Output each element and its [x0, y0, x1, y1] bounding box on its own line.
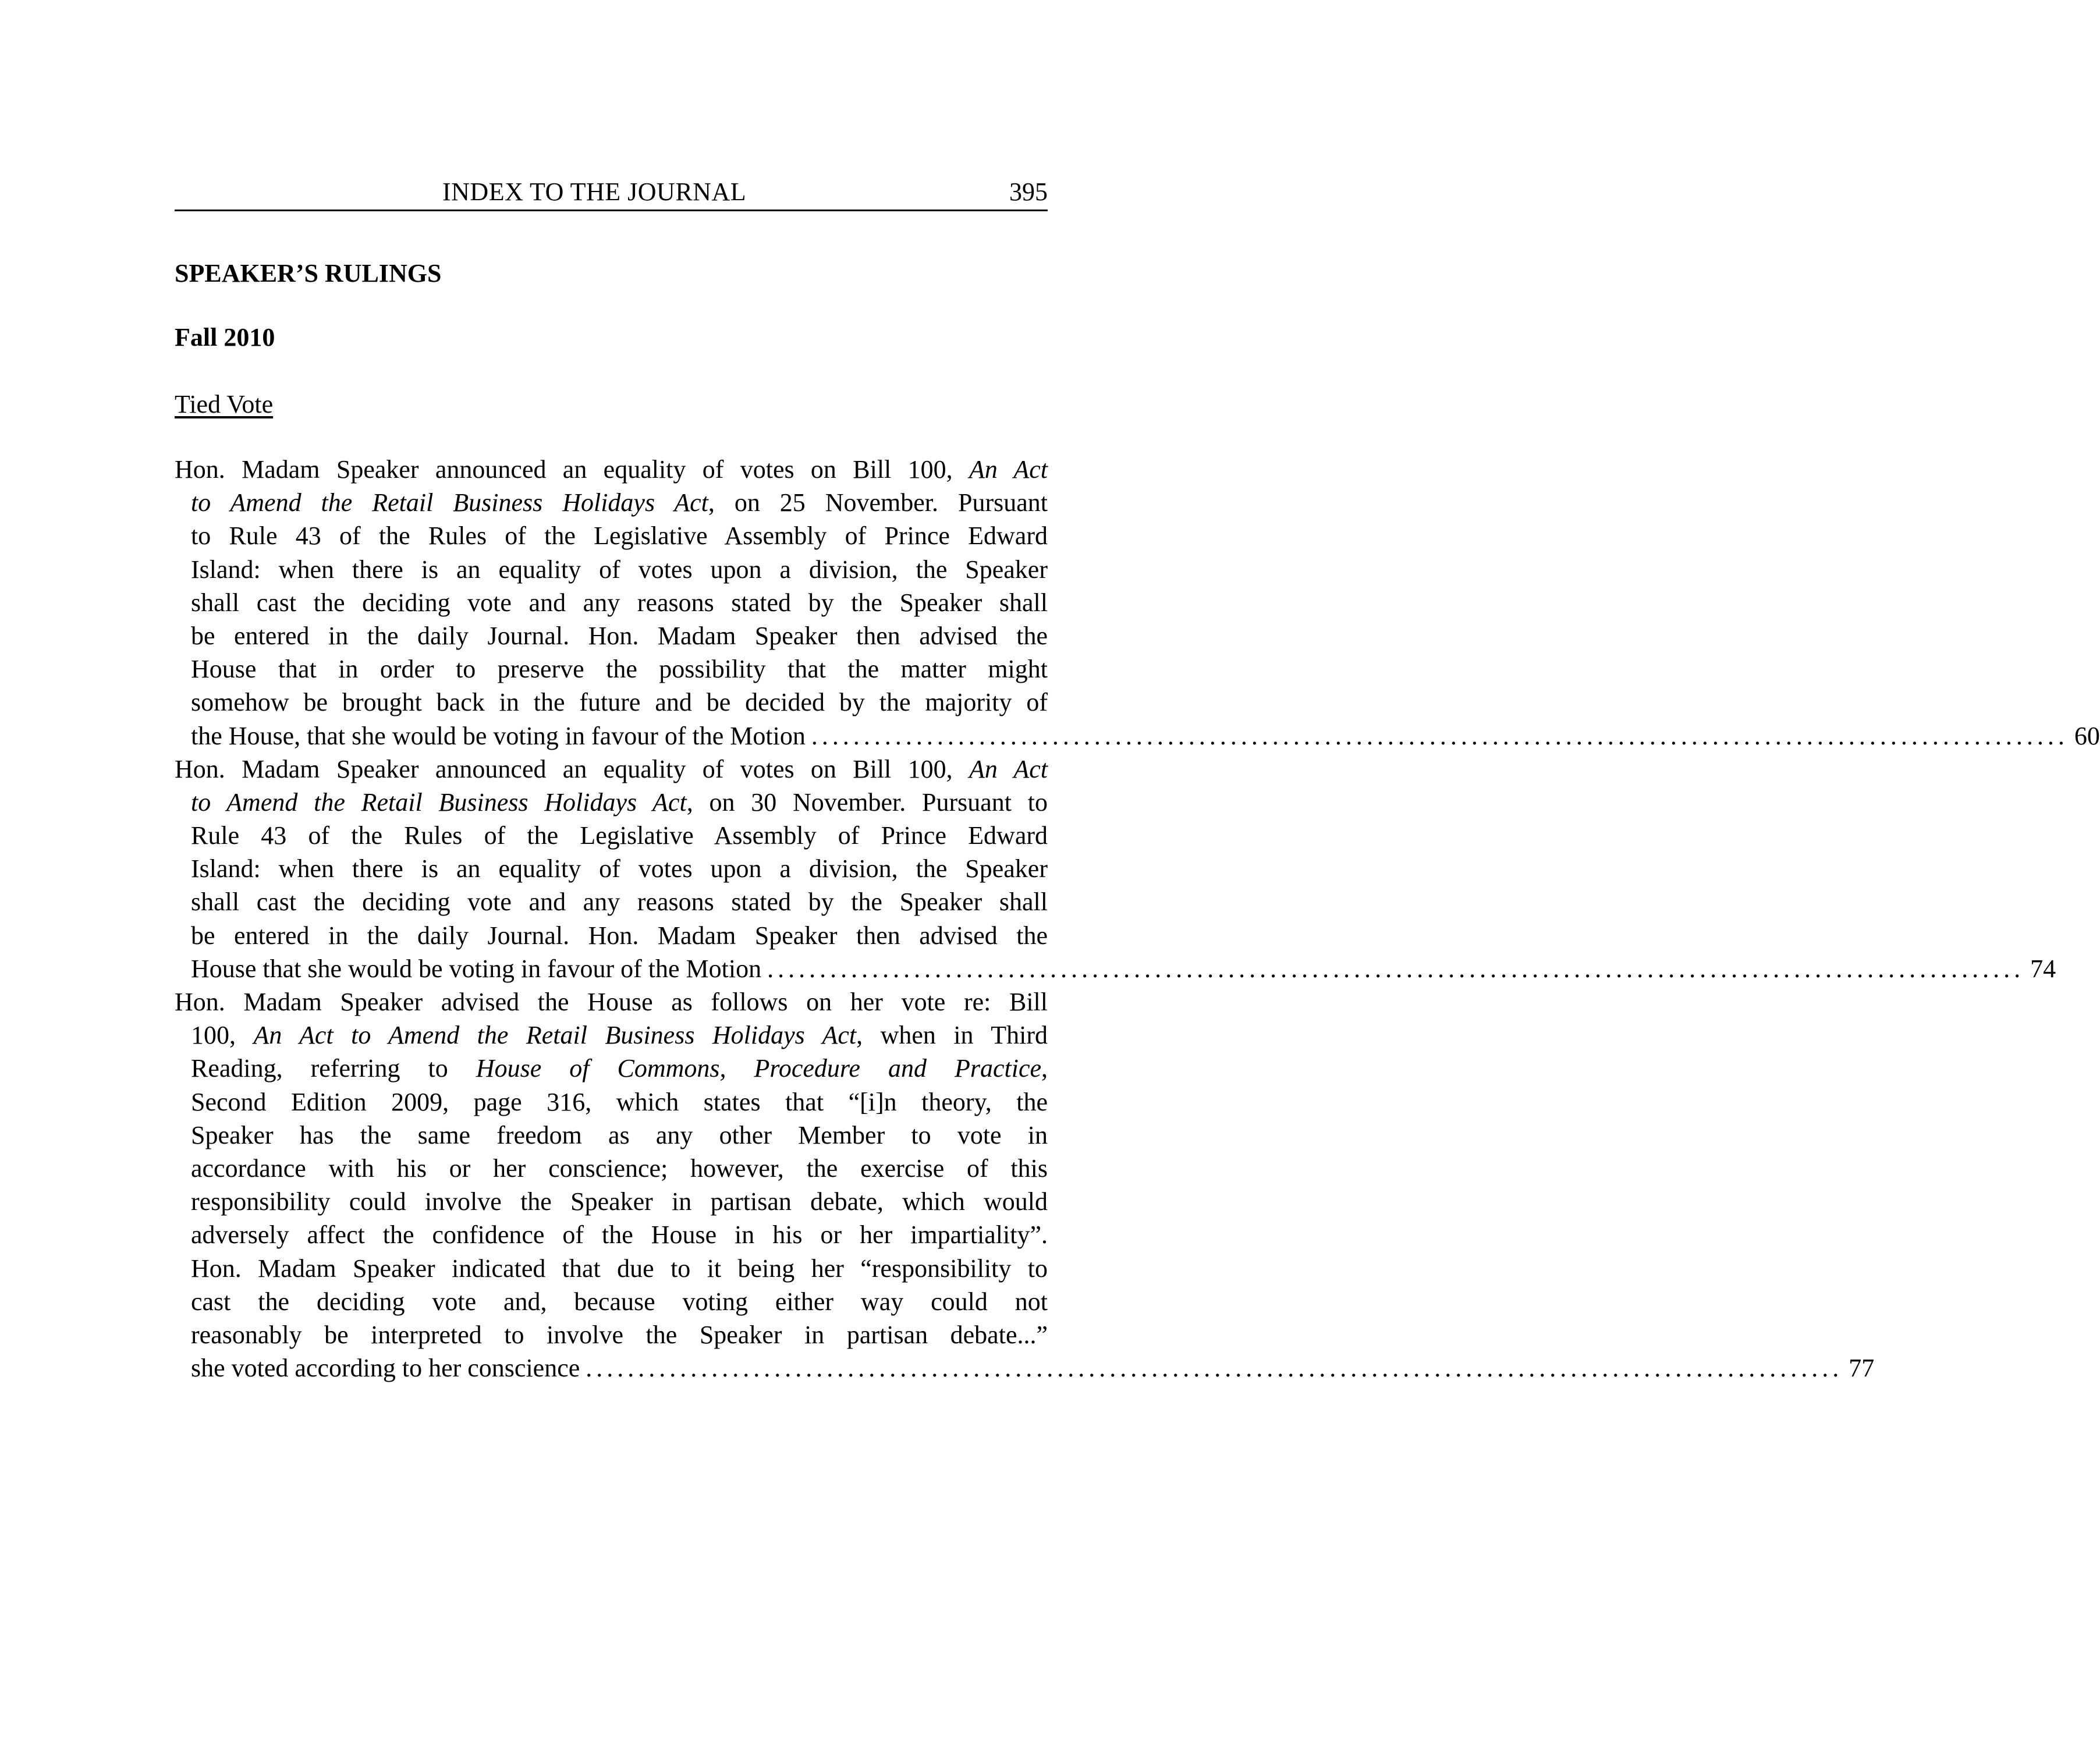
entry-text — [175, 455, 1048, 484]
text-run: reasonably be interpreted to involve the Speaker in partisan debate...” — [191, 1320, 1048, 1349]
text-run: she voted according to her conscience — [191, 1354, 580, 1383]
page-reference: 74 — [2030, 954, 2056, 983]
entry-text — [191, 921, 1048, 950]
italic-title: to Amend the Retail Business Holidays Act — [191, 488, 708, 517]
text-run: be entered in the daily Journal. Hon. Madam Speaker then advised the — [191, 921, 1048, 950]
topic-heading: Tied Vote — [175, 390, 274, 418]
entry-line — [175, 1018, 1048, 1052]
entry-text — [191, 719, 806, 753]
entry-line — [175, 919, 1048, 952]
entry-line — [175, 1318, 1048, 1351]
index-entry — [175, 985, 1875, 1385]
entry-text — [191, 1321, 1048, 1349]
text-run: , — [1041, 1054, 1048, 1083]
entry-text — [191, 1154, 1048, 1183]
text-run: , when in Third — [856, 1021, 1048, 1050]
entry-line — [175, 852, 1048, 885]
page-reference: 60 — [2074, 721, 2100, 750]
entry-text — [191, 1088, 1048, 1116]
entry-text — [191, 655, 1048, 683]
entry-text — [191, 1021, 1048, 1049]
text-run: 100, — [191, 1021, 254, 1050]
entry-text — [191, 622, 1048, 650]
entry-line — [175, 819, 1048, 852]
italic-title: to Amend the Retail Business Holidays Act — [191, 787, 687, 817]
entry-text — [191, 952, 761, 985]
text-run: shall cast the deciding vote and any reasons stated by the Speaker shall — [191, 888, 1048, 917]
entry-text — [175, 988, 1048, 1016]
dot-leader: ........................................................................................................................ — [586, 1354, 1843, 1383]
subsection-title: Fall 2010 — [175, 323, 275, 352]
entry-line — [175, 1185, 1048, 1218]
entry-text — [191, 1254, 1048, 1283]
entry-line — [175, 1218, 1048, 1251]
entry-line — [175, 985, 1048, 1018]
entry-line — [175, 1052, 1048, 1085]
text-run: shall cast the deciding vote and any reasons stated by the Speaker shall — [191, 588, 1048, 617]
entry-text — [191, 1054, 1048, 1083]
entry-line — [175, 1152, 1048, 1185]
entry-text — [191, 1220, 1048, 1249]
entry-text — [191, 1351, 580, 1385]
entry-line — [175, 652, 1048, 686]
page-number: 395 — [1009, 178, 1048, 206]
text-run: adversely affect the confidence of the House in his or her impartiality”. — [191, 1220, 1048, 1250]
text-run: Hon. Madam Speaker advised the House as follows on her vote re: Bill — [175, 988, 1048, 1016]
italic-title: An Act — [969, 455, 1048, 484]
text-run: House that she would be voting in favour of the Motion — [191, 954, 762, 983]
text-run: Second Edition 2009, page 316, which states that “[i]n theory, the — [191, 1087, 1048, 1116]
text-run: cast the deciding vote and, because voting either way could not — [191, 1287, 1048, 1316]
entry-line — [175, 786, 1048, 819]
entry-line — [175, 619, 1048, 652]
entry-line — [175, 1119, 1048, 1152]
entry-text — [191, 1187, 1048, 1216]
entry-text — [191, 788, 1048, 817]
italic-title: An Act to Amend the Retail Business Holidays Act — [253, 1021, 857, 1050]
text-run: somehow be brought back in the future and be decided by the majority of — [191, 688, 1048, 717]
entry-text — [191, 854, 1048, 883]
running-header — [175, 175, 1048, 211]
entry-line — [175, 1285, 1048, 1318]
entry-line — [175, 486, 1048, 519]
entry-text — [175, 755, 1048, 783]
entry-line — [175, 753, 1048, 786]
page-reference: 77 — [1849, 1354, 1875, 1383]
text-run: Rule 43 of the Rules of the Legislative Assembly of Prince Edward — [191, 821, 1048, 850]
text-run: accordance with his or her conscience; however, the exercise of this — [191, 1154, 1048, 1183]
entry-line — [175, 1351, 1875, 1385]
section-title: SPEAKER’S RULINGS — [175, 259, 442, 288]
text-run: the House, that she would be voting in favour of the Motion — [191, 721, 806, 750]
entry-text — [191, 1287, 1048, 1316]
entry-text — [191, 588, 1048, 617]
text-run: Island: when there is an equality of votes upon a division, the Speaker — [191, 555, 1048, 584]
entry-line — [175, 686, 1048, 719]
entry-line — [175, 586, 1048, 619]
entry-text — [191, 888, 1048, 916]
dot-leader: ........................................................................................................................ — [767, 954, 2025, 983]
running-title: INDEX TO THE JOURNAL — [442, 178, 747, 206]
entry-line — [175, 885, 1048, 918]
entry-line — [175, 553, 1048, 586]
entry-text — [191, 1121, 1048, 1149]
dot-leader: ........................................................................................................................ — [811, 721, 2069, 750]
text-run: be entered in the daily Journal. Hon. Madam Speaker then advised the — [191, 621, 1048, 650]
text-run: Speaker has the same freedom as any other Member to vote in — [191, 1120, 1048, 1149]
entry-text — [191, 488, 1048, 517]
entry-line — [175, 519, 1048, 552]
text-run: Island: when there is an equality of votes upon a division, the Speaker — [191, 854, 1048, 883]
text-run: Reading, referring to — [191, 1054, 476, 1083]
entry-line — [175, 1085, 1048, 1119]
text-run: Hon. Madam Speaker indicated that due to it being her “responsibility to — [191, 1254, 1048, 1283]
text-run: House that in order to preserve the possibility that the matter might — [191, 655, 1048, 684]
text-run: , on 25 November. Pursuant — [708, 488, 1048, 517]
entry-text — [191, 521, 1048, 550]
entry-text — [191, 688, 1048, 716]
text-run: Hon. Madam Speaker announced an equality of votes on Bill 100, — [175, 455, 969, 484]
text-run: to Rule 43 of the Rules of the Legislative Assembly of Prince Edward — [191, 521, 1048, 551]
text-run: , on 30 November. Pursuant to — [686, 787, 1048, 817]
entry-line — [175, 719, 2100, 753]
entry-line — [175, 453, 1048, 486]
text-run: Hon. Madam Speaker announced an equality of votes on Bill 100, — [175, 754, 969, 783]
index-entries — [175, 453, 2100, 1385]
italic-title: House of Commons, Procedure and Practice — [476, 1054, 1042, 1083]
index-entry — [175, 453, 2100, 753]
entry-text — [191, 555, 1048, 584]
text-run: responsibility could involve the Speaker in partisan debate, which would — [191, 1187, 1048, 1216]
index-entry — [175, 753, 2056, 985]
italic-title: An Act — [969, 754, 1048, 783]
entry-text — [191, 821, 1048, 850]
entry-line — [175, 1252, 1048, 1285]
entry-line — [175, 952, 2056, 985]
